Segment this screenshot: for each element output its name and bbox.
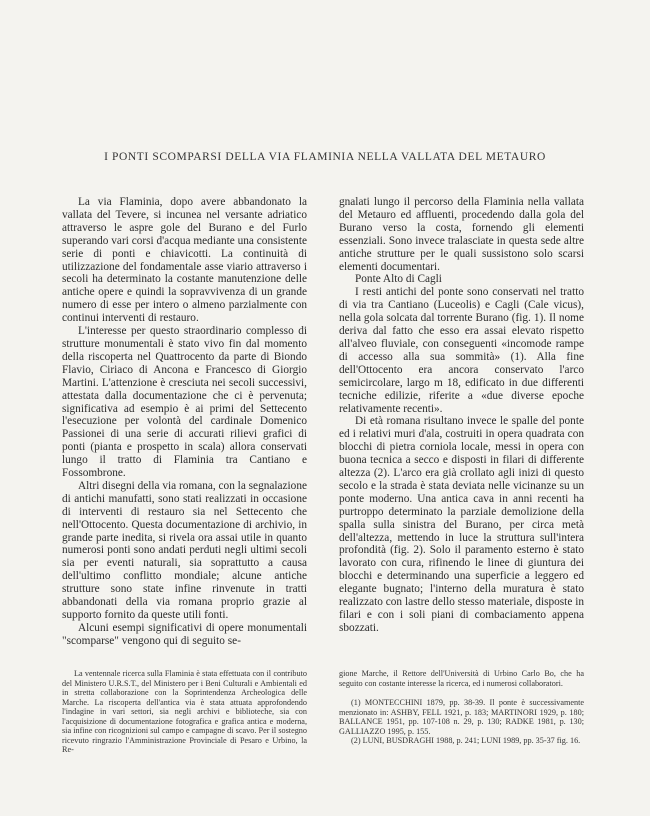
paragraph: La via Flaminia, dopo avere abbandonato la vallata del Tevere, si incunea nel versante adriatico attraverso le aspre gole del Burano e del Furlo superando vari corsi d'acqua mediante una consistente serie di ponti e chiavicotti. La continuità di utilizzazione del fondamentale asse viario attraverso i secoli ha determinato la costante manutenzione delle antiche opere e quindi la sopravvivenza di un grande numero di esse per intero o almeno parzialmente con continui interventi di restauro. — [62, 196, 307, 325]
paragraph: L'interesse per questo straordinario complesso di strutture monumentali è stato vivo fin dal momento della riscoperta nel Quattrocento da parte di Biondo Flavio, Ciriaco di Ancona e Francesco di Giorgio Martini. L'attenzione è cresciuta nei secoli successivi, attestata dalla documentazione che ci è pervenuta; significativa ad esempio è ai primi del Settecento l'esecuzione per volontà del cardinale Domenico Passionei di una serie di accurati rilievi grafici di ponti (pianta e prospetto in scala) allora conservati lungo il tratto di Flaminia tra Cantiano e Fossombrone. — [62, 325, 307, 480]
section-heading: Ponte Alto di Cagli — [355, 273, 442, 286]
paragraph: Di età romana risultano invece le spalle del ponte ed i relativi muri d'ala, costruiti in opera quadrata con blocchi di pietra corniola locale, messi in opera con buona tecnica a secco e disposti in filari di differente altezza (2). L'arco era già crollato agli inizi di questo secolo e la strada è stata deviata nelle vicinanze su un ponte moderno. Una antica cava in anni recenti ha purtroppo determinato la parziale demolizione della spalla sulla sinistra del Burano, per circa metà dell'altezza, mettendo in luce la struttura sull'intera profondità (fig. 2). Solo il paramento esterno è stato lavorato con cura, rifinendo le linee di giuntura dei blocchi e determinando una superficie a leggero ed elegante bugnato; l'interno della muratura è stato realizzato con lastre dello stesso materiale, disposte in filari e con i soli piani di combaciamento appena sbozzati. — [339, 415, 584, 634]
footnotes — [339, 669, 584, 746]
body-column-right — [339, 196, 584, 635]
body-column-left — [62, 196, 307, 648]
footnote-list — [339, 698, 584, 746]
paragraph-continuation: gnalati lungo il percorso della Flaminia nella vallata del Metauro ed affluenti, procedendo dalla gola del Burano verso la costa, fornendo gli elementi essenziali. Sono invece tralasciate in questa sede altre antiche strutture per le quali sussistono solo scarsi elementi documentari. — [339, 196, 584, 273]
page-title: I PONTI SCOMPARSI DELLA VIA FLAMINIA NELLA VALLATA DEL METAURO — [104, 151, 546, 163]
note-continuation: gione Marche, il Rettore dell'Università di Urbino Carlo Bo, che ha seguito con costante interesse la ricerca, ed i numerosi collaboratori. — [339, 669, 584, 688]
paragraph: Alcuni esempi significativi di opere monumentali "scomparse" vengono qui di seguito se- — [62, 621, 307, 647]
acknowledgment-note — [62, 669, 307, 755]
paragraph: I resti antichi del ponte sono conservati nel tratto di via tra Cantiano (Luceolis) e Cagli (Cale vicus), nella gola solcata dal torrente Burano (fig. 1). Il nome deriva dal fatto che esso era assai elevato rispetto all'alveo fluviale, con conseguenti «incomode rampe di accesso alla sua sommità» (1). Alla fine dell'Ottocento era ancora conservato l'arco semicircolare, largo m 18, edificato in due differenti tecniche edilizie, riferite a «due diverse epoche relativamente recenti». — [339, 286, 584, 415]
footnote: (2) LUNI, BUSDRAGHI 1988, p. 241; LUNI 1989, pp. 35-37 fig. 16. — [351, 736, 581, 745]
paragraph: Altri disegni della via romana, con la segnalazione di antichi manufatti, sono stati realizzati in occasione di interventi di restauro sia nel Settecento che nell'Ottocento. Questa documentazione di archivio, in grande parte inedita, si rivela ora assai utile in quanto numerosi ponti sono andati perduti negli ultimi secoli sia per eventi naturali, sia soprattutto a causa dell'ultimo conflitto mondiale; alcune antiche strutture sono state infine rinvenute in tratti abbandonati della via romana proprio grazie al supporto fornito da queste utili fonti. — [62, 479, 307, 621]
note-text: La ventennale ricerca sulla Flaminia è stata effettuata con il contributo del Ministero U.R.S.T., del Ministero per i Beni Culturali e Ambientali ed in stretta collaborazione con la Soprintendenza Archeologica delle Marche. La riscoperta dell'antica via è stata attuata approfondendo l'indagine in vari settori, sia negli archivi e biblioteche, sia con l'acquisizione di documentazione fotografica e grafica antica e moderna, sia infine con ricognizioni sul campo e campagne di scavo. Per il sostegno ricevuto ringrazio l'Amministrazione Provinciale di Pesaro e Urbino, la Re- — [62, 669, 307, 754]
footnote: (1) MONTECCHINI 1879, pp. 38-39. Il ponte è successivamente menzionato in: ASHBY, FELL 1921, p. 183; MARTINORI 1929, p. 180; BALLANCE 1951, pp. 107-108 n. 29, p. 130; RADKE 1981, p. 130; GALLIAZZO 1995, p. 155. — [339, 698, 584, 736]
